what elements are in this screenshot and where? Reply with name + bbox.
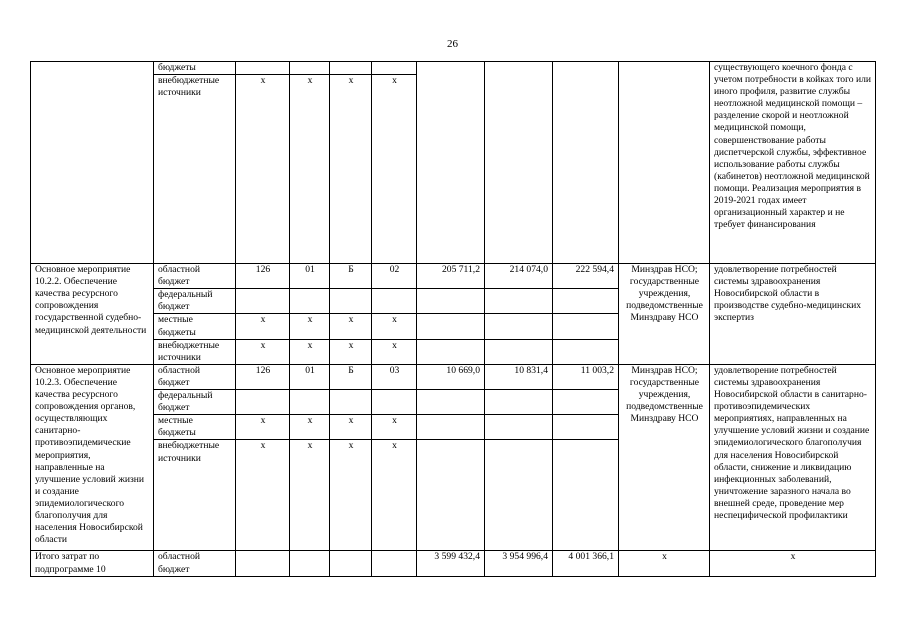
activity-10-2-3-row-2: федеральный бюджет	[31, 390, 876, 415]
top-row-1	[31, 62, 876, 75]
activity-10-2-2-row-1: Основное мероприятие 10.2.2. Обеспечение качества ресурсного сопровождения государственной судебно-медицинской деятельности областной бюджет 126 01 Б 02 205 711,2 214 074,0 222 594,4 Минздрав НСО; государственные учреждения, подведомственные Минздраву НСО удовлетворение потребностей системы здравоохранения Новосибирской области в производстве судебно-медицинских экспертиз	[31, 264, 876, 289]
result-cell: существующего коечного фонда с учетом потребности в койках того или иного профиля, развитие службы неотложной медицинской помощи – разделение скорой и неотложной медицинской помощи, совершенствование работы диспетчерской службы, эффективное использование работы службы (кабинетов) неотложной медицинской помощи. Реализация мероприятия в 2019-2021 годах имеет организационный характер и не требует финансирования	[710, 62, 876, 264]
activity-10-2-2-row-2: федеральный бюджет	[31, 289, 876, 314]
result-cell: удовлетворение потребностей системы здравоохранения Новосибирской области в производстве судебно-медицинских экспертиз	[710, 264, 876, 365]
activity-10-2-3-row-1: Основное мероприятие 10.2.3. Обеспечение качества ресурсного сопровождения органов, осуществляющих санитарно-противоэпидемические мероприятия, направленные на улучшение условий жизни и создание эпидемиологического благополучия для населения Новосибирской области областной бюджет 126 01 Б 03 10 669,0 10 831,4 11 003,2 Минздрав НСО; государственные учреждения, подведомственные Минздраву НСО удовлетворение потребностей системы здравоохранения Новосибирской области в санитарно-противоэпидемических мероприятиях, направленных на улучшение условий жизни и создание эпидемиологического благополучия для населения Новосибирской области, снижение и ликвидацию инфекционных заболеваний, уничтожение заразного начала во внешней среде, проведение мер неспецифической профилактики	[31, 364, 876, 389]
source-cell: внебюджетные источники	[154, 75, 236, 264]
activity-10-2-2-row-4: внебюджетные источники x x x x	[31, 339, 876, 364]
result-cell: удовлетворение потребностей системы здравоохранения Новосибирской области в санитарно-противоэпидемических мероприятиях, направленных на улучшение условий жизни и создание эпидемиологического благополучия для населения Новосибирской области, снижение и ликвидацию инфекционных заболеваний, уничтожение заразного начала во внешней среде, проведение мер неспецифической профилактики	[710, 364, 876, 551]
budget-table	[30, 61, 876, 577]
source-cell: бюджеты	[154, 62, 236, 75]
executor-cell: Минздрав НСО; государственные учреждения, подведомственные Минздраву НСО	[619, 364, 710, 551]
activity-name: Основное мероприятие 10.2.2. Обеспечение качества ресурсного сопровождения государственной судебно-медицинской деятельности	[31, 264, 154, 365]
activity-10-2-3-row-3: местные бюджеты x x x x	[31, 415, 876, 440]
activity-10-2-3-row-4: внебюджетные источники x x x x	[31, 440, 876, 551]
page-number: 26	[447, 38, 458, 50]
total-row: Итого затрат по подпрограмме 10 областной бюджет 3 599 432,4 3 954 996,4 4 001 366,1 x x	[31, 551, 876, 576]
top-row-2: внебюджетные источники x x x x	[31, 75, 876, 264]
total-name: Итого затрат по подпрограмме 10	[31, 551, 154, 576]
activity-10-2-2-row-3: местные бюджеты x x x x	[31, 314, 876, 339]
executor-cell: Минздрав НСО; государственные учреждения, подведомственные Минздраву НСО	[619, 264, 710, 365]
activity-name: Основное мероприятие 10.2.3. Обеспечение качества ресурсного сопровождения органов, осуществляющих санитарно-противоэпидемические мероприятия, направленные на улучшение условий жизни и создание эпидемиологического благополучия для населения Новосибирской области	[31, 364, 154, 551]
